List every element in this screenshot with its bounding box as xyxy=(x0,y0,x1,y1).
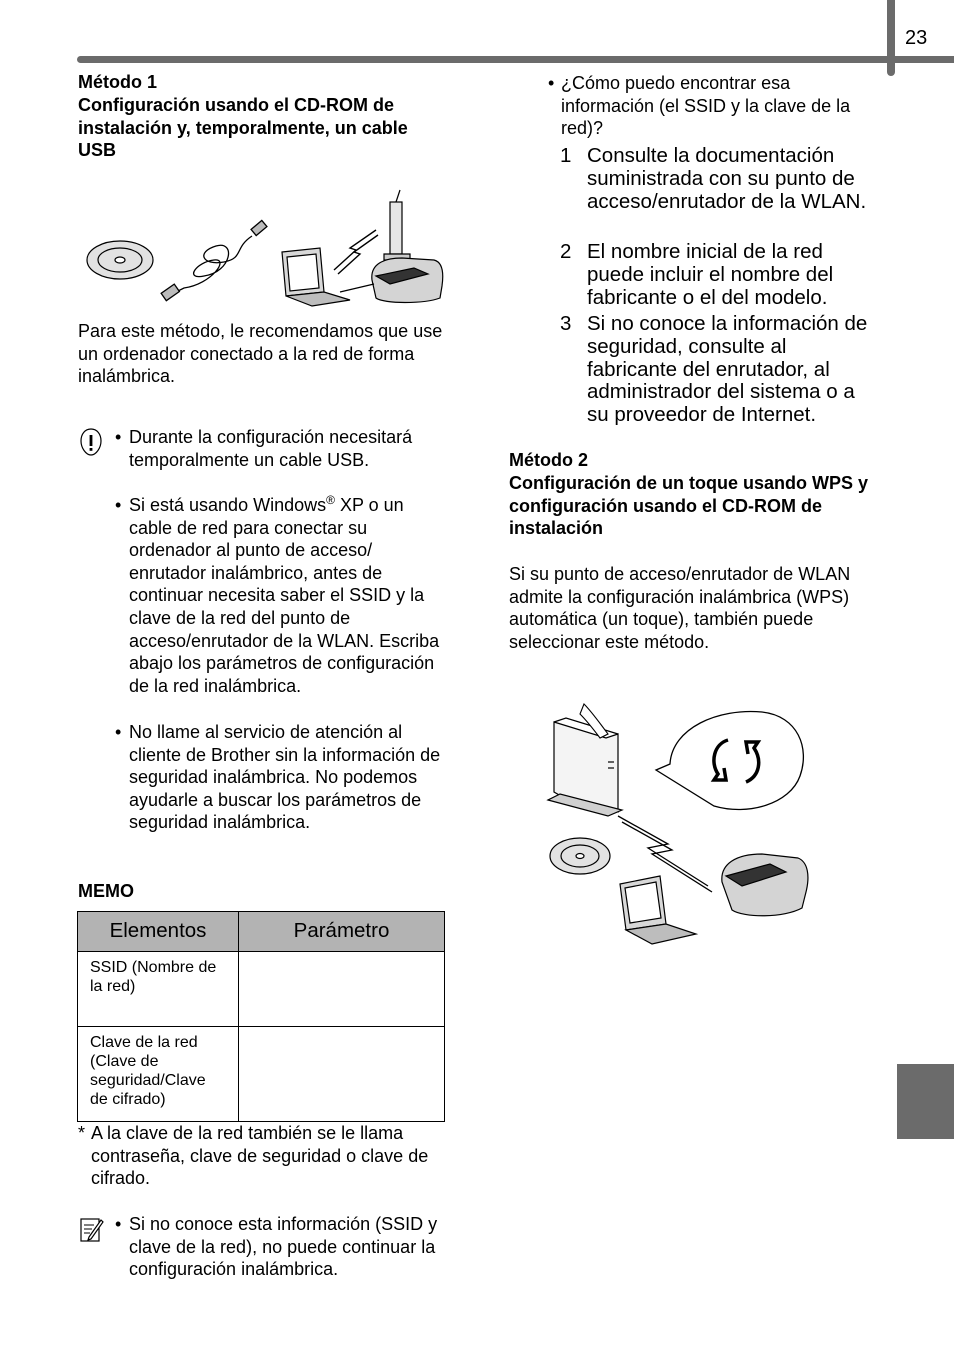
step-text: Si no conoce la información de seguridad, consulte al fabricante del enrutador, al administrador del sistema o a su proveedor de Internet. xyxy=(587,312,868,427)
method1-label: Método 1 xyxy=(78,72,157,92)
registered-mark: ® xyxy=(326,493,335,507)
caution-bullet-3 xyxy=(115,721,450,834)
method2-title: Configuración de un toque usando WPS y configuración usando el CD-ROM de instalación xyxy=(509,473,868,539)
cd-rom-image xyxy=(87,241,153,279)
step-1 xyxy=(560,145,880,213)
header-divider xyxy=(887,0,895,76)
method1-illustration xyxy=(84,188,454,308)
note-text: Si no conoce esta información (SSID y clave de la red), no puede continuar la configuración inalámbrica. xyxy=(129,1214,438,1280)
method2-label: Método 2 xyxy=(509,450,588,470)
label-printer-image xyxy=(340,258,443,303)
bullet-glyph: • xyxy=(548,73,555,93)
memo-table xyxy=(77,911,445,1122)
bullet-text-start: Si está usando Windows xyxy=(129,495,327,515)
table-cell-value[interactable] xyxy=(239,952,445,1027)
label-printer-image xyxy=(722,854,808,916)
bullet-text: No llame al servicio de atención al cliente de Brother sin la información de seguridad inalámbrica. No podemos ayudarle a buscar los parámetros de seguridad inalámbrica. xyxy=(129,722,441,833)
step-number: 2 xyxy=(560,240,572,263)
lightning-image xyxy=(334,230,378,274)
table-cell-item: SSID (Nombre de la red) xyxy=(78,952,239,1027)
method1-title: Configuración usando el CD-ROM de instalación y, temporalmente, un cable USB xyxy=(78,95,408,161)
footnote xyxy=(78,1122,450,1190)
chapter-tab xyxy=(897,1064,954,1139)
table-header-elementos: Elementos xyxy=(78,912,239,952)
footnote-text: A la clave de la red también se le llama contraseña, clave de seguridad o clave de cifrado. xyxy=(91,1123,429,1189)
usb-cable-image xyxy=(161,220,267,300)
method2-illustration xyxy=(548,704,810,946)
question-bullet xyxy=(548,72,878,140)
note-bullet xyxy=(115,1213,450,1281)
header-rule xyxy=(77,56,954,63)
step-number: 3 xyxy=(560,312,572,335)
page-number: 23 xyxy=(905,27,928,49)
pencil-note-icon xyxy=(80,1216,104,1242)
cd-rom-image xyxy=(550,838,610,874)
bullet-text xyxy=(129,494,450,697)
bullet-glyph: • xyxy=(115,1214,122,1234)
access-point-image xyxy=(548,718,622,816)
method2-body: Si su punto de acceso/enrutador de WLAN admite la configuración inalámbrica (WPS) automática (un toque), también puede seleccionar este método. xyxy=(509,564,851,652)
bullet-glyph: • xyxy=(115,427,122,447)
table-cell-item: Clave de la red (Clave de seguridad/Clave de cifrado) xyxy=(78,1027,239,1122)
step-number: 1 xyxy=(560,144,572,167)
caution-bullet-1 xyxy=(115,426,450,471)
table-cell-value[interactable] xyxy=(239,1027,445,1122)
bullet-glyph: • xyxy=(115,722,122,742)
table-row xyxy=(78,952,445,1027)
caution-bullet-2 xyxy=(115,494,450,697)
step-text: Consulte la documentación suministrada con su punto de acceso/enrutador de la WLAN. xyxy=(587,144,867,213)
table-header-parametro: Parámetro xyxy=(239,912,445,952)
bullet-text: Durante la configuración necesitará temporalmente un cable USB. xyxy=(129,427,413,470)
laptop-image xyxy=(620,876,696,944)
bullet-text-rest: XP o un cable de red para conectar su ordenador al punto de acceso/ enrutador inalámbrico, antes de continuar necesita saber el SSID y la clave de la red del punto de acceso/enrutador de la WLAN. Escriba abajo los parámetros de configuración de la red inalámbrica. xyxy=(129,495,440,696)
step-2 xyxy=(560,241,880,309)
table-row xyxy=(78,1027,445,1122)
method1-intro: Para este método, le recomendamos que use un ordenador conectado a la red de forma inalámbrica. xyxy=(78,321,443,387)
exclamation-icon xyxy=(80,428,102,456)
lightning-image xyxy=(618,816,712,892)
wps-bubble-image xyxy=(656,711,803,809)
laptop-image xyxy=(282,248,350,306)
footnote-mark: * xyxy=(78,1123,86,1143)
step-3 xyxy=(560,313,880,427)
router-image xyxy=(384,190,410,260)
memo-label: MEMO xyxy=(78,881,134,901)
bullet-glyph: • xyxy=(115,495,122,515)
step-text: El nombre inicial de la red puede incluir el nombre del fabricante o el del modelo. xyxy=(587,240,834,309)
question-text: ¿Cómo puedo encontrar esa información (el SSID y la clave de la red)? xyxy=(561,73,851,139)
